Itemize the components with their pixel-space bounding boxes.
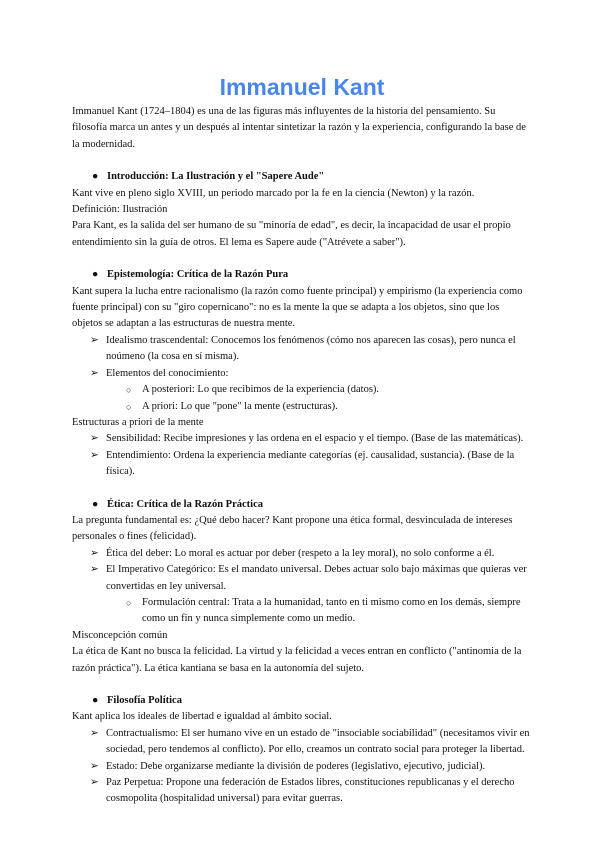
bullet-icon: ● — [92, 498, 99, 510]
section-heading-epistemologia — [92, 267, 532, 283]
section-heading-etica — [92, 497, 532, 513]
arrow-bullet-icon: ➢ — [90, 547, 99, 559]
paragraph: Kant supera la lucha entre racionalismo (la razón como fuente principal) y empirismo (la experiencia como fuente principal) con su "giro copernicano": no es la mente la que se adapta a los objetos, sino que los objetos se adaptan a las estructuras de nuestra mente. — [72, 285, 523, 330]
arrow-bullet-icon: ➢ — [90, 433, 99, 445]
arrow-bullet-icon: ➢ — [90, 760, 99, 772]
list-item: ➢ El Imperativo Categórico: Es el mandato universal. Debes actuar solo bajo máximas que quieras ver convertidas en ley universal. — [90, 562, 532, 595]
list-item: ➢ Ética del deber: Lo moral es actuar por deber (respeto a la ley moral), no solo conforme a él. — [90, 546, 532, 562]
circle-bullet-icon: ○ — [126, 597, 132, 608]
sub-list-item: ○ A posteriori: Lo que recibimos de la experiencia (datos). — [126, 382, 532, 398]
section-title: Epistemología: Crítica de la Razón Pura — [107, 269, 289, 281]
list-item: ➢ Contractualismo: El ser humano vive en un estado de "insociable sociabilidad" (necesitamos vivir en sociedad, pero tendemos al conflicto). Por ello, creamos un contrato social para proteger la libertad. — [90, 726, 532, 759]
list-item: ➢ Estado: Debe organizarse mediante la división de poderes (legislativo, ejecutivo, judicial). — [90, 759, 532, 775]
page-title: Immanuel Kant — [219, 74, 385, 100]
list-item: ➢ Elementos del conocimiento: — [90, 366, 532, 382]
section-title: Filosofía Política — [107, 695, 182, 706]
subheading-label: Estructuras a priori de la mente — [72, 416, 204, 428]
subheading-label: Misconcepción común — [72, 629, 168, 641]
paragraph: Kant vive en pleno siglo XVIII, un periodo marcado por la fe en la ciencia (Newton) y la razón. — [72, 187, 475, 199]
intro-paragraph: Immanuel Kant (1724–1804) es una de las figuras más influyentes de la historia del pensamiento. Su filosofía marca un antes y un después al intentar sintetizar la razón y la experiencia, configurando la base de la modernidad. — [72, 106, 526, 150]
paragraph: La pregunta fundamental es: ¿Qué debo hacer? Kant propone una ética formal, desvinculada de intereses personales o fines (felicidad). — [72, 514, 513, 543]
bullet-icon: ● — [92, 171, 99, 183]
section-heading-politica — [92, 693, 532, 709]
list-item: ➢ Paz Perpetua: Propone una federación de Estados libres, constituciones republicanas y el derecho cosmopolita (hospitalidad universal) para evitar guerras. — [90, 775, 532, 808]
bullet-icon: ● — [92, 269, 99, 281]
arrow-bullet-icon: ➢ — [90, 449, 99, 461]
paragraph: Kant aplica los ideales de libertad e igualdad al ámbito social. — [72, 711, 332, 723]
section-heading-introduccion — [92, 169, 532, 185]
paragraph: Para Kant, es la salida del ser humano de su "minoría de edad", es decir, la incapacidad de usar el propio entendimiento sin la guía de otros. El lema es Sapere aude ("Atrévete a saber"). — [72, 220, 511, 248]
arrow-bullet-icon: ➢ — [90, 564, 99, 576]
list-item: ➢ Sensibilidad: Recibe impresiones y las ordena en el espacio y el tiempo. (Base de las matemáticas). — [90, 431, 532, 447]
sub-list-item: ○ Formulación central: Trata a la humanidad, tanto en ti mismo como en los demás, siempre como un fin y nunca simplemente como un medio. — [126, 595, 532, 628]
document-page — [72, 72, 532, 808]
paragraph: La ética de Kant no busca la felicidad. La virtud y la felicidad a veces entran en conflicto ("antinomia de la razón práctica"). La ética kantiana se basa en la autonomía del sujeto. — [72, 646, 522, 674]
circle-bullet-icon: ○ — [126, 385, 132, 396]
arrow-bullet-icon: ➢ — [90, 334, 99, 346]
bullet-icon: ● — [92, 695, 99, 706]
arrow-bullet-icon: ➢ — [90, 367, 99, 379]
definition-label: Definición: Ilustración — [72, 204, 168, 216]
arrow-bullet-icon: ➢ — [90, 727, 99, 739]
section-title: Ética: Crítica de la Razón Práctica — [107, 498, 263, 510]
arrow-bullet-icon: ➢ — [90, 777, 99, 789]
list-item: ➢ Entendimiento: Ordena la experiencia mediante categorías (ej. causalidad, sustancia). (Base de la física). — [90, 448, 532, 481]
sub-list-item: ○ A priori: Lo que "pone" la mente (estructuras). — [126, 399, 532, 415]
list-item: ➢ Idealismo trascendental: Conocemos los fenómenos (cómo nos aparecen las cosas), pero nunca el noúmeno (la cosa en sí misma). — [90, 333, 532, 366]
circle-bullet-icon: ○ — [126, 401, 132, 412]
section-title: Introducción: La Ilustración y el "Sapere Aude" — [107, 171, 325, 183]
